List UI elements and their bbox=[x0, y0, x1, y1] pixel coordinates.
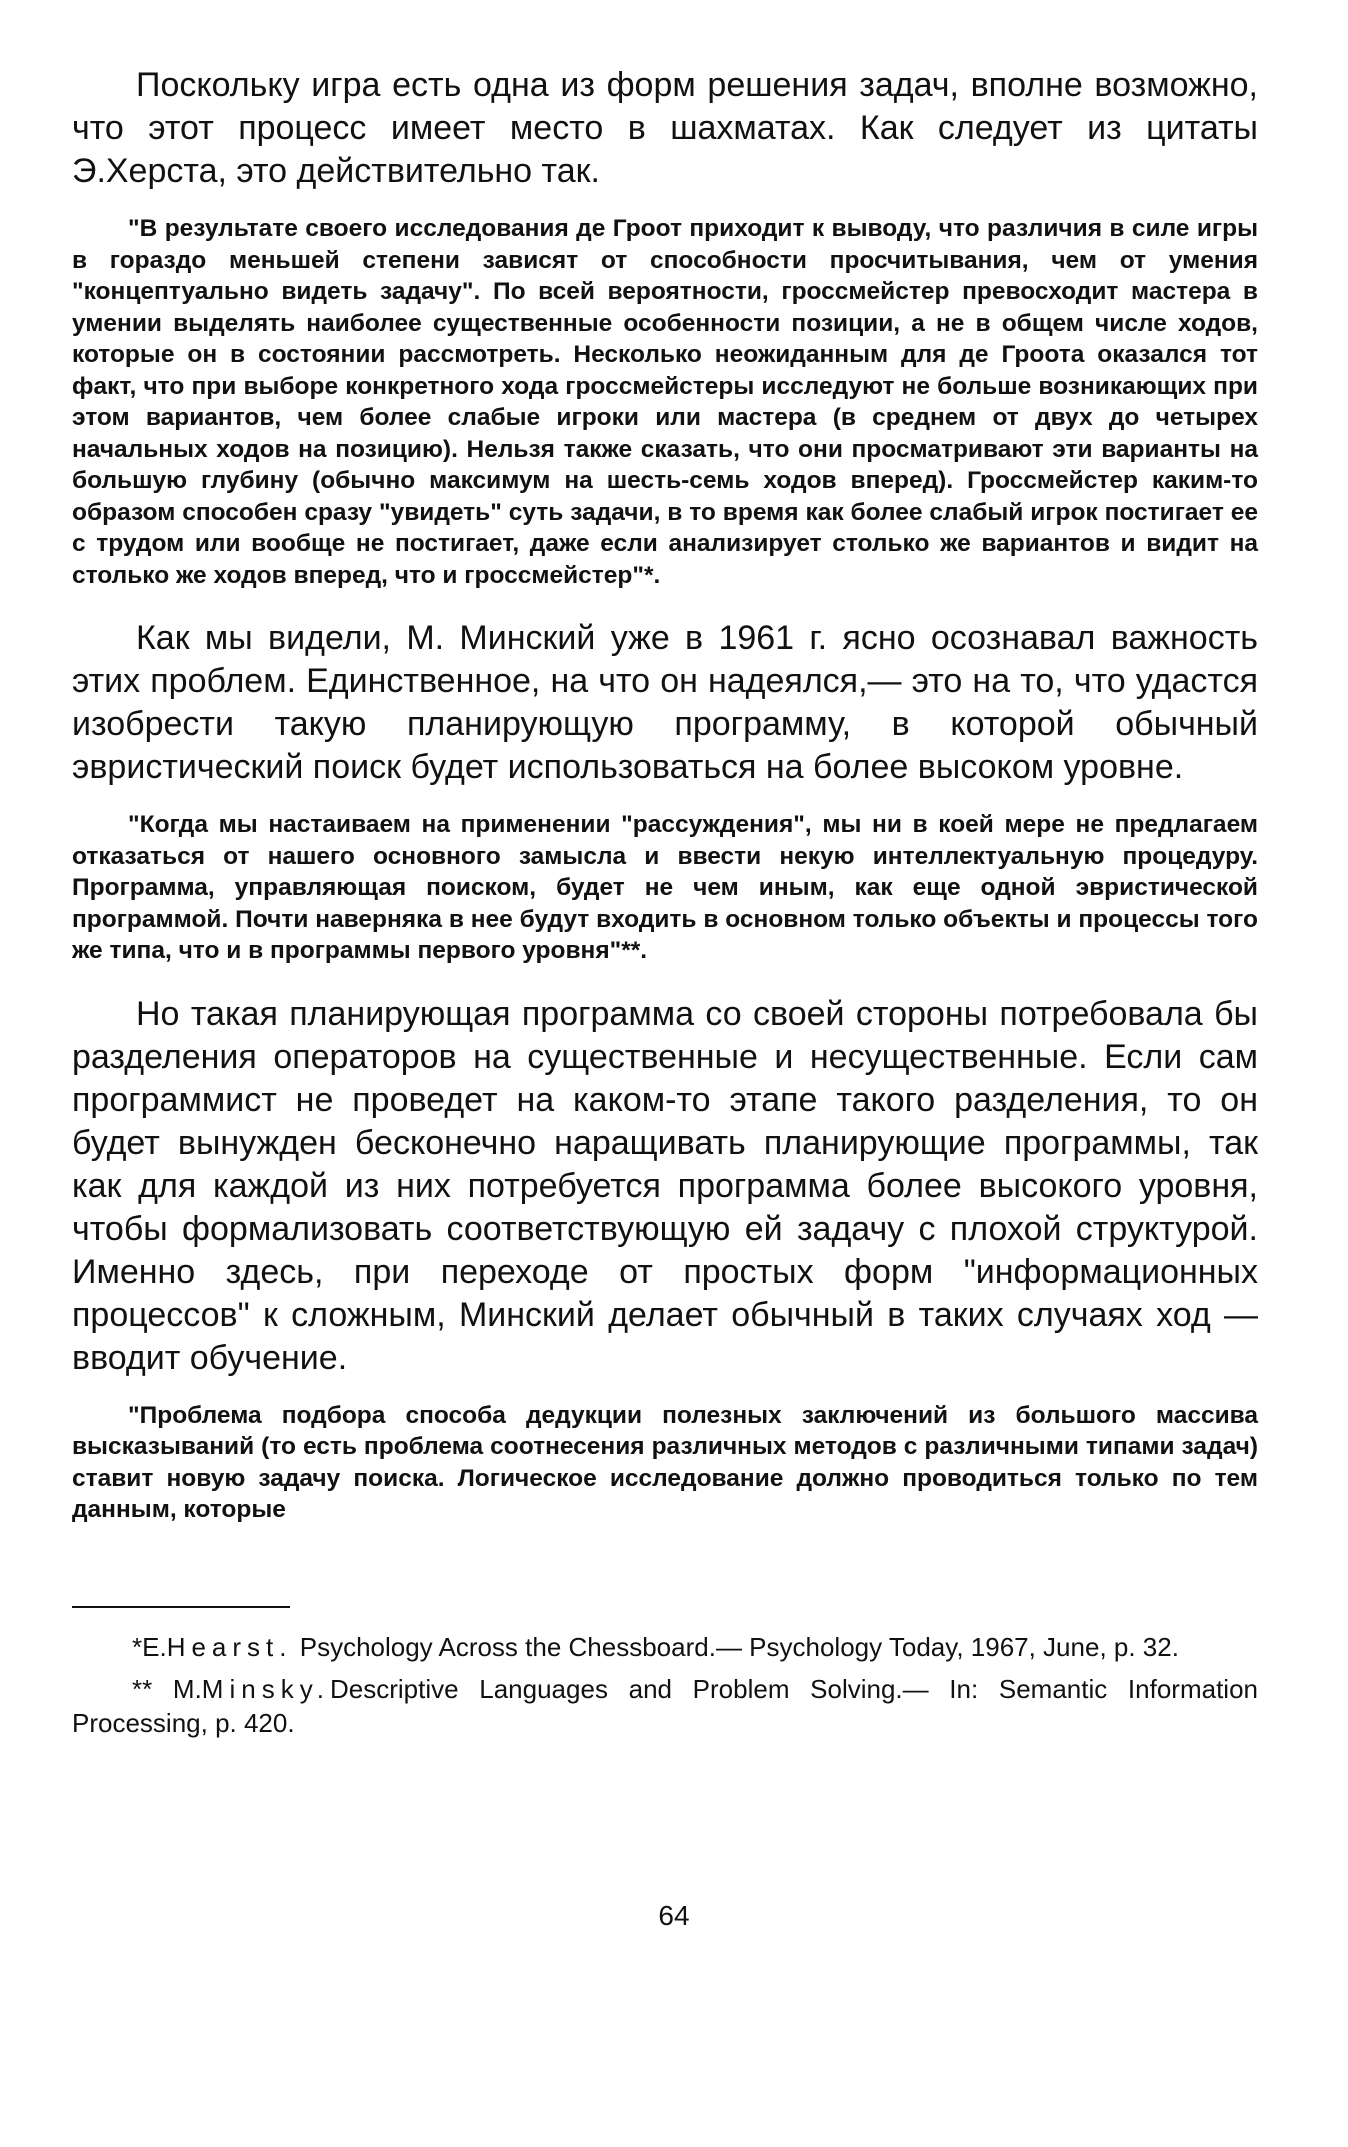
footnote-1-author: Hearst. bbox=[166, 1631, 293, 1662]
body-paragraph-3: Но такая планирующая программа со своей стороны потребовала бы разделения операторов на существенные и несущественные. Если сам программист не проведет на каком-то этапе такого разделения, то он будет вынужден бесконечно наращивать планирующие программы, так как для каждой из них потребуется программа более высокого уровня, чтобы формализовать соответствующую ей задачу с плохой структурой. Именно здесь, при переходе от простых форм "информационных процессов" к сложным, Минский делает обычный в таких случаях ход — вводит обучение. bbox=[72, 994, 1258, 1377]
footnote-1 bbox=[72, 1630, 1258, 1664]
footnote-1-text: Psychology Across the Chessboard.— Psychology Today, 1967, June, p. 32. bbox=[292, 1631, 1179, 1662]
body-paragraph-1: Поскольку игра есть одна из форм решения задач, вполне возможно, что этот процесс имеет место в шахматах. Как следует из цитаты Э.Херста, это действительно так. bbox=[72, 66, 1258, 190]
body-paragraph-2: Как мы видели, М. Минский уже в 1961 г. ясно осознавал важность этих проблем. Единственное, на что он надеялся,— это на то, что удастся изобрести такую планирующую программу, в которой обычный эвристический поиск будет использоваться на более высоком уровне. bbox=[72, 619, 1258, 786]
footnote-2-mark: ** M. bbox=[132, 1673, 202, 1704]
footnote-divider bbox=[72, 1606, 290, 1608]
page-content bbox=[72, 64, 1258, 1748]
quote-minsky-1: "Когда мы настаиваем на применении "рассуждения", мы ни в коей мере не предлагаем отказаться от нашего основного замысла и ввести некую интеллектуальную процедуру. Программа, управляющая поиском, будет не чем иным, как еще одной эвристической программой. Почти наверняка в нее будут входить в основном только объекты и процессы того же типа, что и в программы первого уровня"**. bbox=[72, 811, 1258, 964]
footnote-2 bbox=[72, 1672, 1258, 1740]
footnote-1-mark: *E. bbox=[132, 1631, 167, 1662]
quote-de-groot: "В результате своего исследования де Гроот приходит к выводу, что различия в силе игры в гораздо меньшей степени зависят от способности просчитывания, чем от умения "концептуально видеть задачу". По всей вероятности, гроссмейстер превосходит мастера в умении выделять наиболее существенные особенности позиции, а не в общем числе ходов, которые он в состоянии рассмотреть. Несколько неожиданным для де Гроота оказался тот факт, что при выборе конкретного хода гроссмейстеры исследуют не больше возникающих при этом вариантов, чем более слабые игроки или мастера (в среднем от двух до четырех начальных ходов на позицию). Нельзя также сказать, что они просматривают эти варианты на большую глубину (обычно максимум на шесть-семь ходов вперед). Гроссмейстер каким-то образом способен сразу "увидеть" суть задачи, в то время как более слабый игрок постигает ее с трудом или вообще не постигает, даже если анализирует столько же вариантов и видит на столько же ходов вперед, что и гроссмейстер"*. bbox=[72, 215, 1258, 589]
quote-minsky-2: "Проблема подбора способа дедукции полезных заключений из большого массива высказываний (то есть проблема соотнесения различных методов с различными типами задач) ставит новую задачу поиска. Логическое исследование должно проводиться только по тем данным, которые bbox=[72, 1401, 1258, 1523]
page-number: 64 bbox=[658, 1900, 690, 1931]
footnote-2-author: Minsky. bbox=[201, 1673, 330, 1704]
footnote-2-text: Descriptive Languages and Problem Solving.— In: Semantic Information Processing, p. 420. bbox=[72, 1673, 1258, 1738]
